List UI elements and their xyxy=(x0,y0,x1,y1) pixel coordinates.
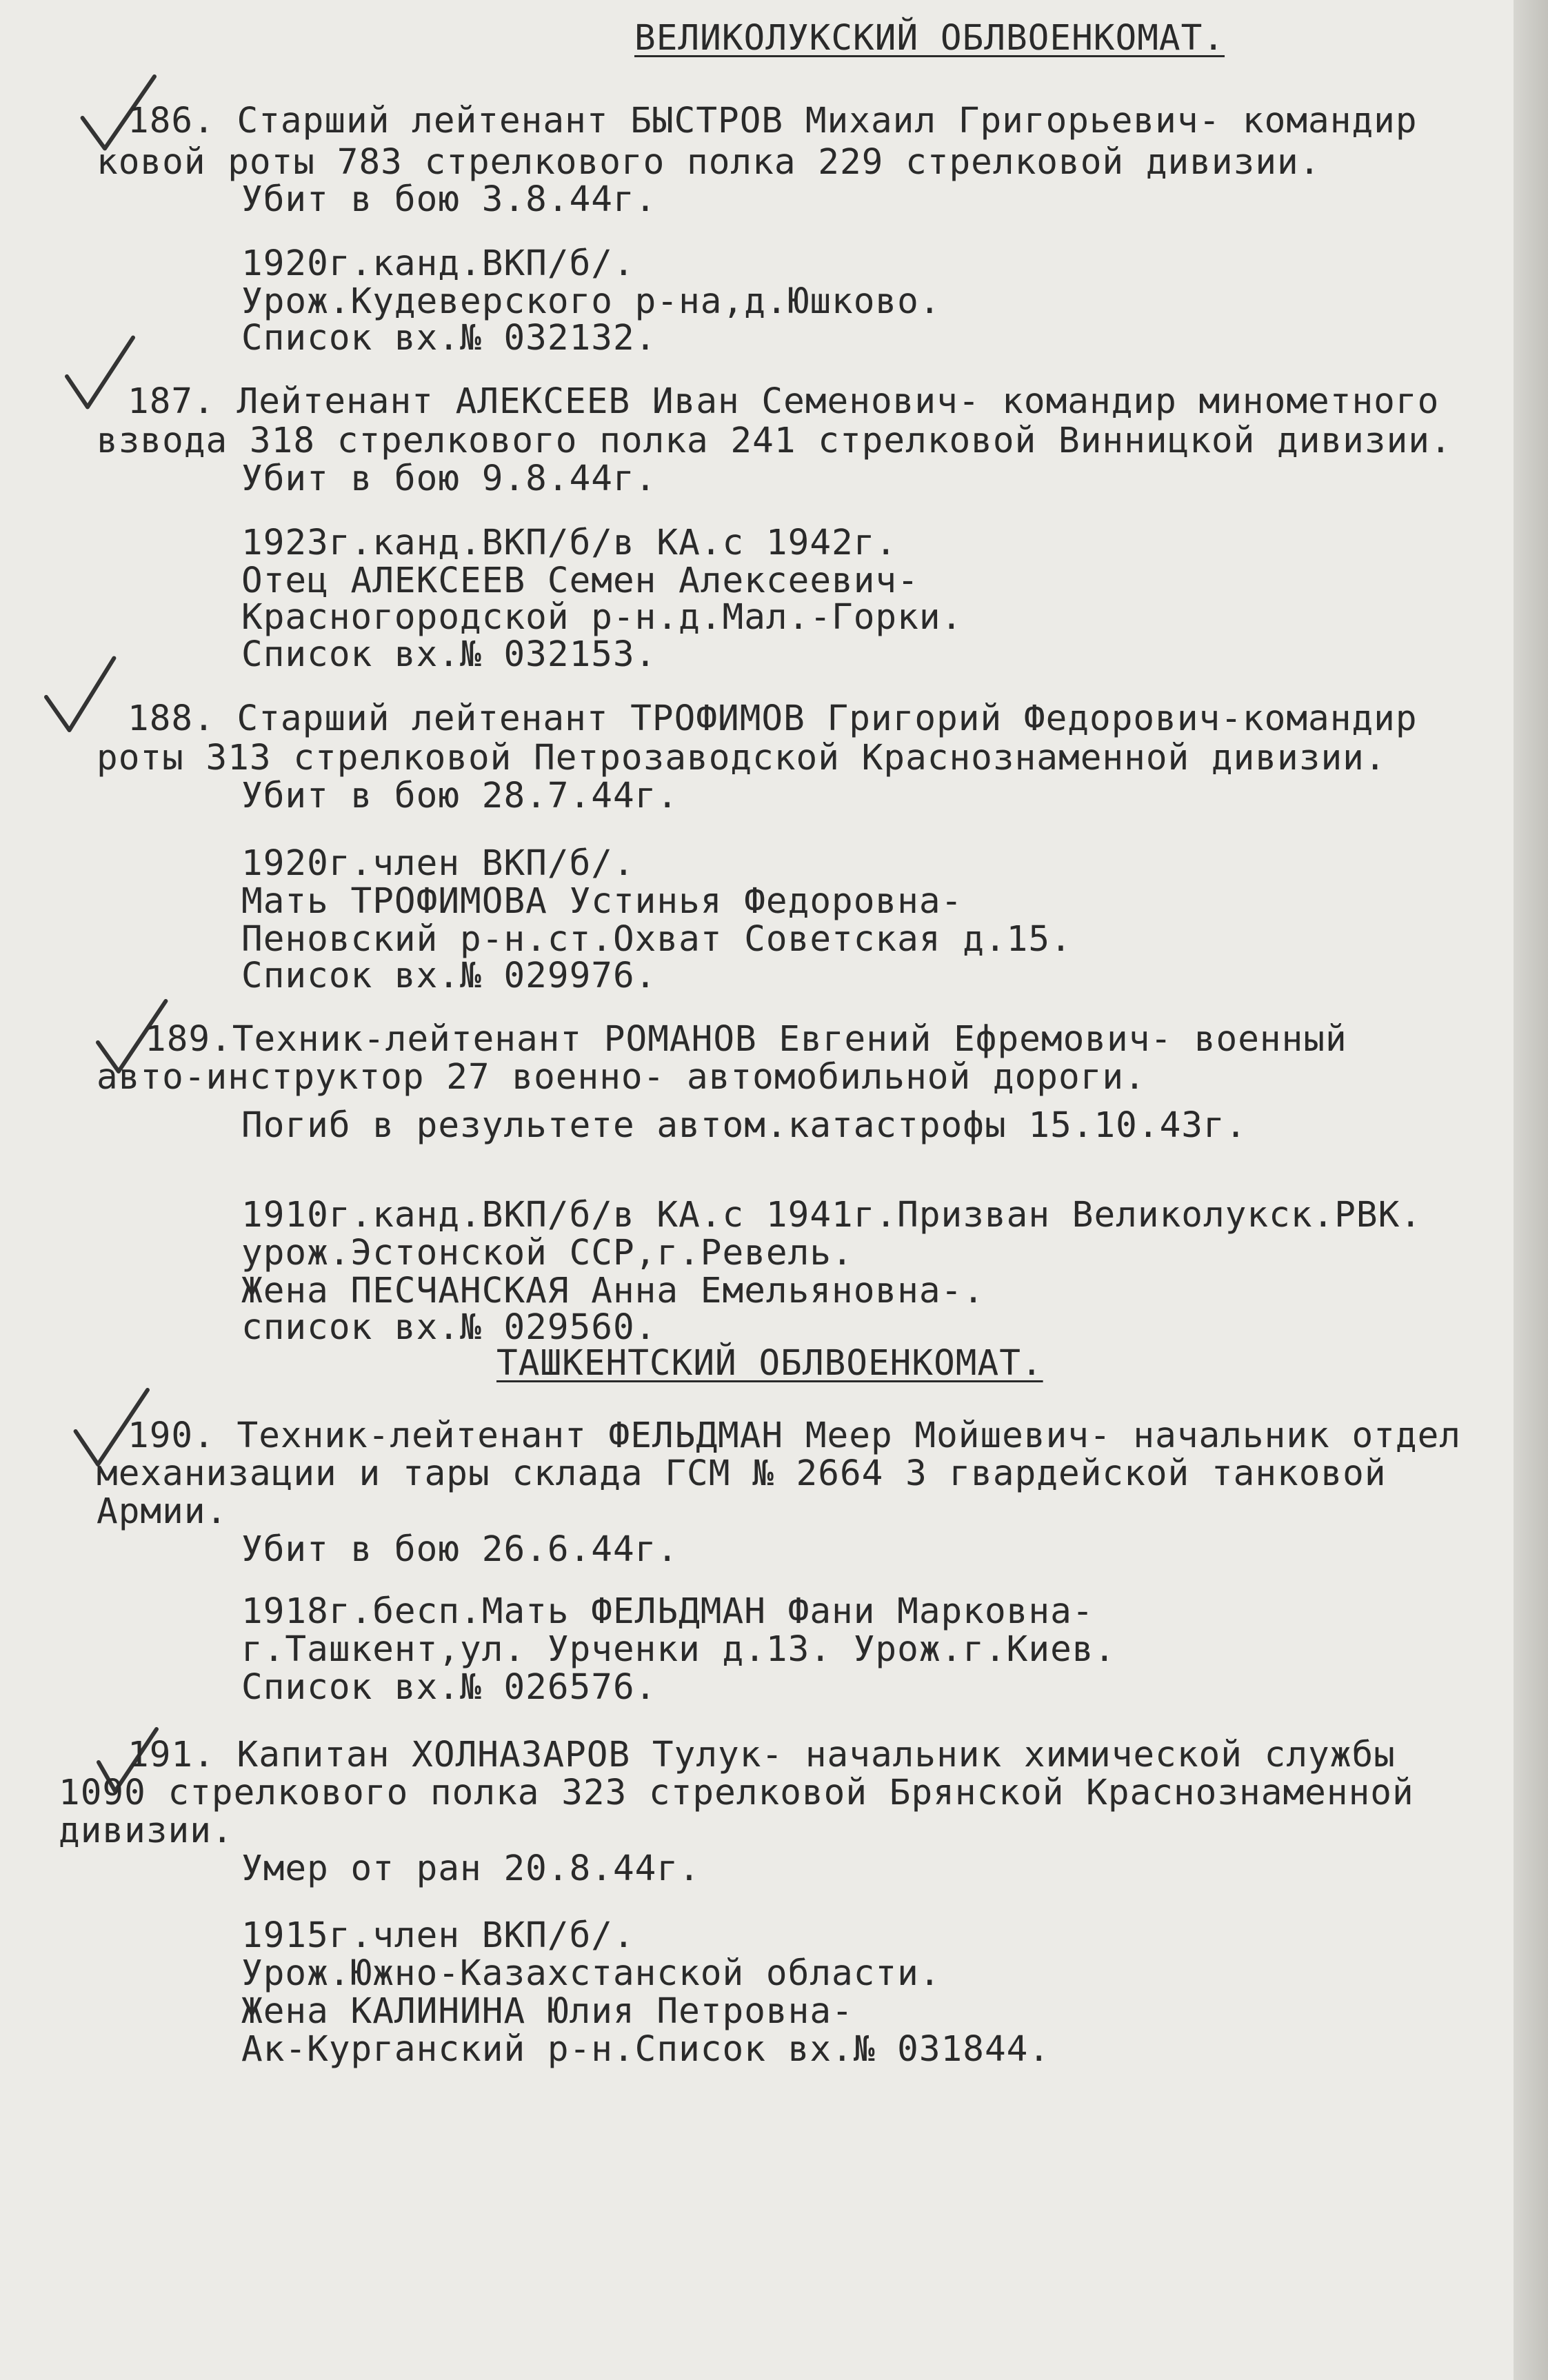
entry-line: 1915г.член ВКП/б/. xyxy=(241,1915,635,1956)
entry-line: 190. Техник-лейтенант ФЕЛЬДМАН Меер Мойшевич- начальник отдел xyxy=(128,1415,1461,1456)
entry-line: Урож.Южно-Казахстанской области. xyxy=(241,1953,941,1994)
entry-line: урож.Эстонской ССР,г.Ревель. xyxy=(241,1233,854,1273)
entry-line: 186. Старший лейтенант БЫСТРОВ Михаил Григорьевич- командир xyxy=(128,101,1418,141)
entry-line: Ак-Курганский р-н.Список вх.№ 031844. xyxy=(241,2029,1051,2070)
entry-line: 1920г.канд.ВКП/б/. xyxy=(241,243,635,284)
entry-line: Убит в бою 3.8.44г. xyxy=(241,179,657,220)
entry-line: ковой роты 783 стрелкового полка 229 стрелковой дивизии. xyxy=(97,142,1321,183)
entry-line: Список вх.№ 032132. xyxy=(241,318,657,359)
entry-line: Отец АЛЕКСЕЕВ Семен Алексеевич- xyxy=(241,561,919,601)
entry-line: дивизии. xyxy=(59,1811,234,1851)
entry-line: Мать ТРОФИМОВА Устинья Федоровна- xyxy=(241,881,963,922)
entry-line: Армии. xyxy=(97,1491,228,1532)
entry-line: Убит в бою 28.7.44г. xyxy=(241,776,679,816)
entry-line: Красногородской р-н.д.Мал.-Горки. xyxy=(241,597,963,638)
entry-line: 1090 стрелкового полка 323 стрелковой Брянской Краснознаменной xyxy=(59,1773,1414,1813)
entry-line: Убит в бою 9.8.44г. xyxy=(241,458,657,499)
entry-line: Жена ПЕСЧАНСКАЯ Анна Емельяновна-. xyxy=(241,1271,985,1311)
entry-line: список вх.№ 029560. xyxy=(241,1307,657,1348)
entry-line: 188. Старший лейтенант ТРОФИМОВ Григорий Федорович-командир xyxy=(128,698,1418,739)
entry-line: Убит в бою 26.6.44г. xyxy=(241,1529,679,1570)
entry-line: Умер от ран 20.8.44г. xyxy=(241,1848,701,1889)
entry-line: Пеновский р-н.ст.Охват Советская д.15. xyxy=(241,919,1072,960)
entry-line: авто-инструктор 27 военно- автомобильной дороги. xyxy=(97,1057,1146,1098)
entry-line: Список вх.№ 032153. xyxy=(241,634,657,675)
entry-line: 1910г.канд.ВКП/б/в КА.с 1941г.Призван Великолукск.РВК. xyxy=(241,1195,1423,1236)
entry-line: Урож.Кудеверского р-на,д.Юшково. xyxy=(241,281,941,322)
page-edge-shadow xyxy=(1514,0,1548,2380)
entry-line: 189.Техник-лейтенант РОМАНОВ Евгений Ефремович- военный xyxy=(145,1019,1347,1060)
entry-line: 1923г.канд.ВКП/б/в КА.с 1942г. xyxy=(241,523,898,563)
entry-line: 1918г.бесп.Мать ФЕЛЬДМАН Фани Марковна- xyxy=(241,1591,1094,1632)
entry-line: роты 313 стрелковой Петрозаводской Краснознаменной дивизии. xyxy=(97,738,1387,778)
entry-line: Погиб в результете автом.катастрофы 15.10.43г. xyxy=(241,1105,1247,1146)
checkmark-icon xyxy=(38,652,121,734)
entry-line: Список вх.№ 026576. xyxy=(241,1667,657,1708)
entry-line: взвода 318 стрелкового полка 241 стрелковой Винницкой дивизии. xyxy=(97,421,1452,461)
entry-line: механизации и тары склада ГСМ № 2664 3 гвардейской танковой xyxy=(97,1453,1387,1494)
entry-line: 191. Капитан ХОЛНАЗАРОВ Тулук- начальник химической службы xyxy=(128,1735,1396,1775)
entry-line: 187. Лейтенант АЛЕКСЕЕВ Иван Семенович- командир минометного xyxy=(128,381,1440,422)
entry-line: Список вх.№ 029976. xyxy=(241,956,657,996)
entry-line: Жена КАЛИНИНА Юлия Петровна- xyxy=(241,1991,854,2032)
section-heading: ТАШКЕНТСКИЙ ОБЛВОЕНКОМАТ. xyxy=(496,1343,1043,1384)
entry-line: г.Ташкент,ул. Урченки д.13. Урож.г.Киев. xyxy=(241,1629,1116,1670)
entry-line: 1920г.член ВКП/б/. xyxy=(241,843,635,884)
section-heading: ВЕЛИКОЛУКСКИЙ ОБЛВОЕНКОМАТ. xyxy=(634,18,1225,59)
